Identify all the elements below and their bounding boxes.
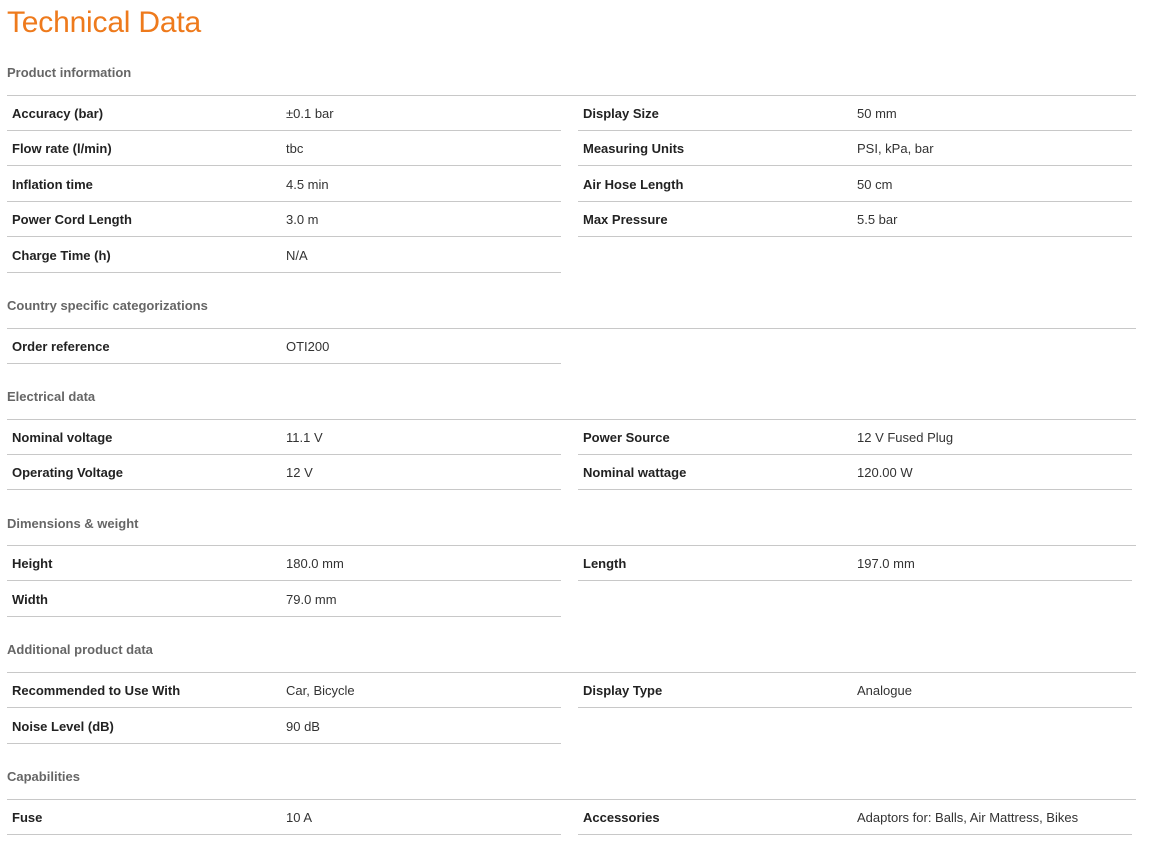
spec-label: Nominal voltage: [12, 430, 113, 445]
spec-value: 50 cm: [857, 177, 893, 192]
spec-label: Length: [583, 556, 627, 571]
page-title: Technical Data: [7, 6, 201, 39]
spec-label: Measuring Units: [583, 141, 685, 156]
spec-row-accessories: [578, 800, 1132, 835]
spec-value: 12 V: [286, 465, 313, 480]
spec-label: Noise Level (dB): [12, 719, 114, 734]
spec-label: Flow rate (l/min): [12, 141, 112, 156]
spec-value: Adaptors for: Balls, Air Mattress, Bikes: [857, 810, 1079, 825]
spec-value: 5.5 bar: [857, 212, 898, 227]
spec-value: PSI, kPa, bar: [857, 141, 934, 156]
spec-value: 12 V Fused Plug: [857, 430, 954, 445]
spec-label: Accessories: [583, 810, 660, 825]
spec-row-flow-rate: [7, 131, 561, 166]
section-title-additional-product-data: Additional product data: [7, 642, 153, 657]
section-title-dimensions-weight: Dimensions & weight: [7, 516, 139, 531]
spec-row-width: [7, 582, 561, 617]
spec-label: Display Size: [583, 106, 659, 121]
spec-value: 11.1 V: [286, 430, 323, 445]
spec-value: 120.00 W: [857, 465, 913, 480]
spec-label: Operating Voltage: [12, 465, 123, 480]
spec-label: Nominal wattage: [583, 465, 687, 480]
spec-row-display-type: [578, 673, 1132, 708]
spec-value: 180.0 mm: [286, 556, 344, 571]
spec-value: 10 A: [286, 810, 313, 825]
spec-label: Recommended to Use With: [12, 683, 181, 698]
section-title-product-information: Product information: [7, 65, 132, 80]
spec-value: OTI200: [286, 339, 330, 354]
spec-label: Power Cord Length: [12, 212, 132, 227]
spec-row-power-cord-length: [7, 202, 561, 237]
spec-value: Car, Bicycle: [286, 683, 355, 698]
section-title-capabilities: Capabilities: [7, 769, 80, 784]
spec-row-order-reference: [7, 329, 561, 364]
spec-row-operating-voltage: [7, 455, 561, 490]
spec-row-charge-time: [7, 238, 561, 273]
spec-label: Order reference: [12, 339, 110, 354]
spec-label: Fuse: [12, 810, 43, 825]
spec-value: 4.5 min: [286, 177, 329, 192]
spec-value: 90 dB: [286, 719, 320, 734]
spec-row-fuse: [7, 800, 561, 835]
spec-label: Air Hose Length: [583, 177, 684, 192]
spec-row-height: [7, 546, 561, 581]
spec-label: Charge Time (h): [12, 248, 111, 263]
spec-value: tbc: [286, 141, 304, 156]
spec-value: 79.0 mm: [286, 592, 337, 607]
spec-value: ±0.1 bar: [286, 106, 334, 121]
spec-row-noise-level: [7, 709, 561, 744]
spec-value: N/A: [286, 248, 308, 263]
spec-row-length: [578, 546, 1132, 581]
spec-value: 3.0 m: [286, 212, 319, 227]
spec-row-air-hose-length: [578, 167, 1132, 202]
spec-value: Analogue: [857, 683, 912, 698]
spec-label: Display Type: [583, 683, 663, 698]
section-title-electrical-data: Electrical data: [7, 389, 96, 404]
spec-row-display-size: [578, 96, 1132, 131]
spec-row-recommended-use: [7, 673, 561, 708]
spec-label: Inflation time: [12, 177, 93, 192]
spec-label: Max Pressure: [583, 212, 668, 227]
spec-row-nominal-wattage: [578, 455, 1132, 490]
spec-row-measuring-units: [578, 131, 1132, 166]
section-title-country-specific: Country specific categorizations: [7, 298, 208, 313]
spec-label: Width: [12, 592, 48, 607]
spec-label: Height: [12, 556, 53, 571]
spec-label: Accuracy (bar): [12, 106, 104, 121]
spec-value: 197.0 mm: [857, 556, 915, 571]
spec-row-power-source: [578, 420, 1132, 455]
spec-row-accuracy: [7, 96, 561, 131]
spec-row-nominal-voltage: [7, 420, 561, 455]
spec-value: 50 mm: [857, 106, 897, 121]
spec-row-inflation-time: [7, 167, 561, 202]
spec-row-max-pressure: [578, 202, 1132, 237]
spec-label: Power Source: [583, 430, 670, 445]
